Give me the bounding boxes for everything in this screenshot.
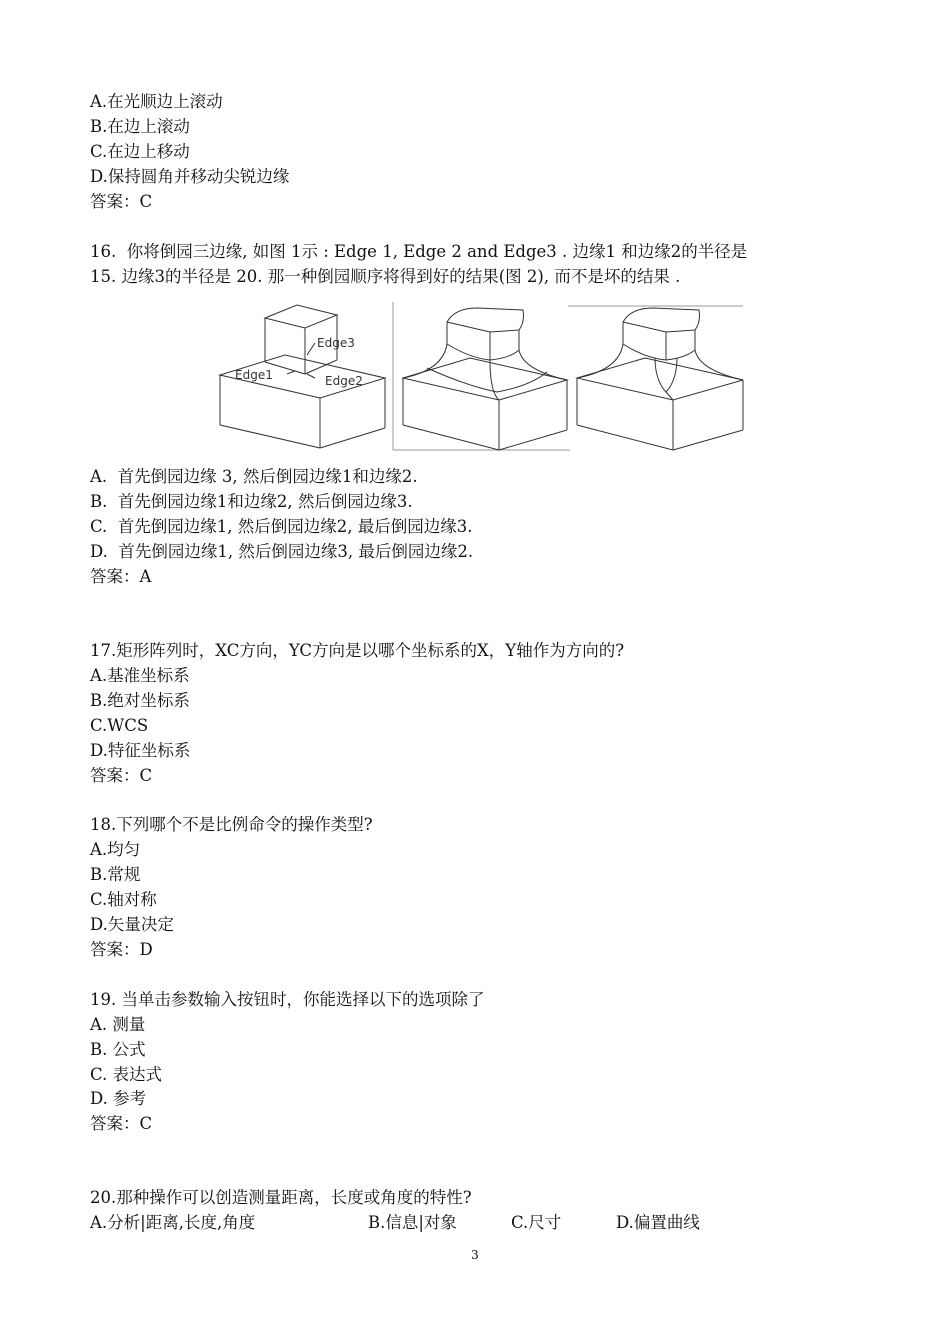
q17-option-c: C.WCS (90, 716, 149, 735)
q18-question: 18.下列哪个不是比例命令的操作类型? (90, 815, 373, 834)
q19-option-c: C. 表达式 (90, 1065, 163, 1084)
q18-option-a: A.均匀 (90, 840, 141, 859)
figure-3-bad-result (577, 308, 743, 450)
q16-option-b: B. 首先倒园边缘1和边缘2, 然后倒园边缘3. (90, 492, 413, 511)
q15-option-d: D.保持圆角并移动尖锐边缘 (90, 167, 290, 186)
q17-option-a: A.基准坐标系 (90, 666, 190, 685)
q17-question: 17.矩形阵列时，XC方向，YC方向是以哪个坐标系的X，Y轴作为方向的? (90, 641, 625, 660)
q15-option-c: C.在边上移动 (90, 142, 190, 161)
q17-answer: 答案：C (90, 766, 153, 785)
edge3-label: Edge3 (317, 336, 355, 350)
q15-option-a: A.在光顺边上滚动 (90, 92, 223, 111)
q16-answer: 答案：A (90, 567, 152, 586)
q16-option-c: C. 首先倒园边缘1, 然后倒园边缘2, 最后倒园边缘3. (90, 517, 473, 536)
q20-question: 20.那种操作可以创造测量距离，长度或角度的特性? (90, 1188, 472, 1207)
q19-answer: 答案：C (90, 1114, 153, 1133)
q16-option-a: A. 首先倒园边缘 3, 然后倒园边缘1和边缘2. (90, 467, 418, 486)
q20-option-a: A.分析|距离,长度,角度 (90, 1213, 256, 1232)
q18-option-b: B.常规 (90, 865, 141, 884)
q16-question-line1: 16. 你将倒园三边缘, 如图 1示 : Edge 1, Edge 2 and Edge3 . 边缘1 和边缘2的半径是 (90, 242, 748, 261)
q19-option-a: A. 测量 (90, 1015, 146, 1034)
q15-answer: 答案：C (90, 192, 153, 211)
page-number: 3 (471, 1248, 479, 1262)
q16-question-line2: 15. 边缘3的半径是 20. 那一种倒园顺序将得到好的结果(图 2), 而不是坏的结果 . (90, 267, 681, 286)
fillet-figure (215, 300, 745, 452)
q18-option-d: D.矢量决定 (90, 915, 174, 934)
q16-option-d: D. 首先倒园边缘1, 然后倒园边缘3, 最后倒园边缘2. (90, 542, 474, 561)
q18-answer: 答案：D (90, 940, 153, 959)
q20-option-b: B.信息|对象 (368, 1213, 457, 1232)
q17-option-b: B.绝对坐标系 (90, 691, 190, 710)
edge2-label: Edge2 (325, 374, 363, 388)
q20-option-c: C.尺寸 (511, 1213, 562, 1232)
q19-question: 19. 当单击参数输入按钮时，你能选择以下的选项除了 (90, 990, 485, 1009)
q17-option-d: D.特征坐标系 (90, 741, 191, 760)
edge1-label: Edge1 (235, 368, 273, 382)
q19-option-b: B. 公式 (90, 1040, 146, 1059)
q18-option-c: C.轴对称 (90, 890, 157, 909)
figure-2-good-result (403, 308, 567, 450)
q19-option-d: D. 参考 (90, 1089, 147, 1108)
q15-option-b: B.在边上滚动 (90, 117, 190, 136)
q20-option-d: D.偏置曲线 (616, 1213, 700, 1232)
